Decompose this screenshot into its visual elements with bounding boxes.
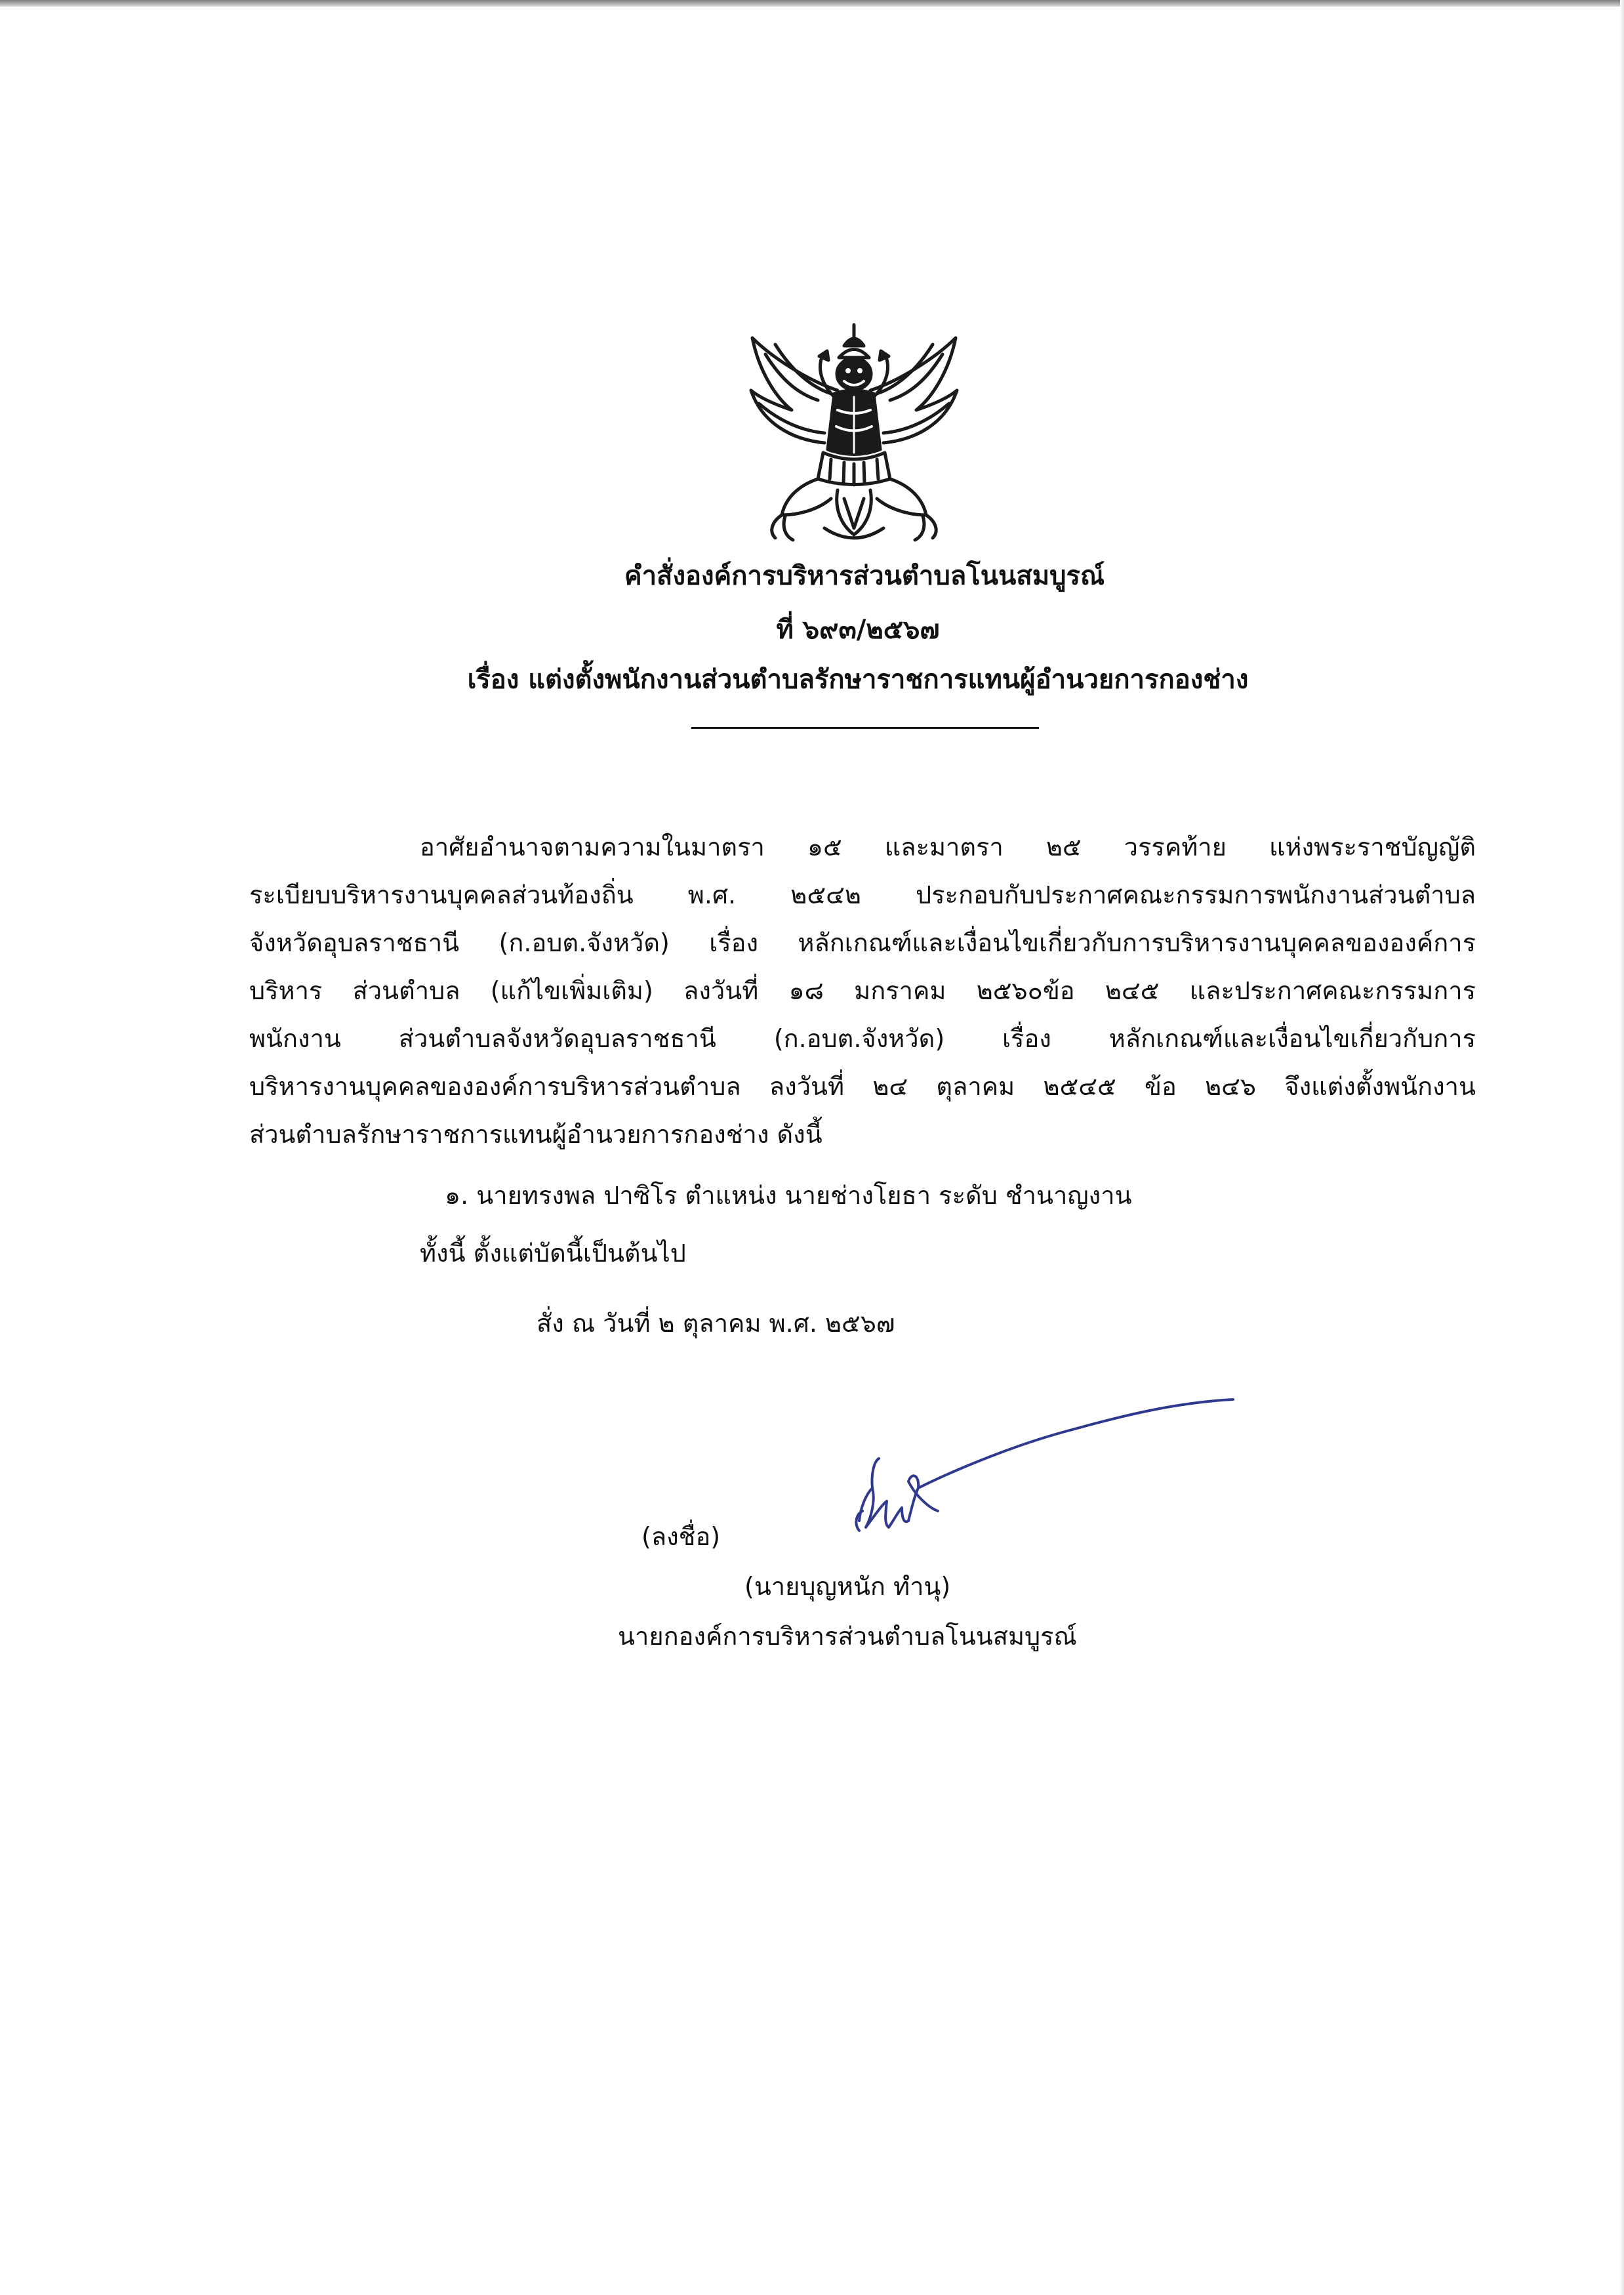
body-line: จังหวัดอุบลราชธานี (ก.อบต.จังหวัด) เรื่อง หลักเกณฑ์และเงื่อนไขเกี่ยวกับการบริหารงานบุคคลขององค์การ	[249, 928, 1476, 957]
scan-right-edge	[1620, 0, 1624, 2295]
body-line: ระเบียบบริหารงานบุคคลส่วนท้องถิ่น พ.ศ. ๒๕๔๒ ประกอบกับประกาศคณะกรรมการพนักงานส่วนตำบล	[249, 880, 1476, 909]
order-subject: เรื่อง แต่งตั้งพนักงานส่วนตำบลรักษาราชการแทนผู้อำนวยการกองช่าง	[467, 665, 1249, 695]
signed-label: (ลงชื่อ)	[641, 1522, 721, 1551]
signatory-name: (นายบุญหนัก ทำนุ)	[744, 1572, 951, 1601]
body-line: พนักงาน ส่วนตำบลจังหวัดอุบลราชธานี (ก.อบต.จังหวัด) เรื่อง หลักเกณฑ์และเงื่อนไขเกี่ยวกับการ	[249, 1024, 1476, 1053]
scan-top-edge	[0, 0, 1624, 7]
body-line: บริหารงานบุคคลขององค์การบริหารส่วนตำบล ลงวันที่ ๒๔ ตุลาคม ๒๕๔๕ ข้อ ๒๔๖ จึงแต่งตั้งพนักงาน	[249, 1072, 1476, 1101]
order-number: ที่ ๖๙๓/๒๕๖๗	[776, 615, 940, 645]
header-divider	[691, 727, 1039, 729]
appointee-item: ๑. นายทรงพล ปาซิโร ตำแหน่ง นายช่างโยธา ระดับ ชำนาญงาน	[445, 1181, 1132, 1210]
signatory-title: นายกองค์การบริหารส่วนตำบลโนนสมบูรณ์	[618, 1622, 1077, 1651]
garuda-emblem-icon	[746, 318, 962, 554]
handwritten-signature	[846, 1396, 1240, 1573]
order-date: สั่ง ณ วันที่ ๒ ตุลาคม พ.ศ. ๒๕๖๗	[537, 1309, 895, 1338]
body-line: ส่วนตำบลรักษาราชการแทนผู้อำนวยการกองช่าง ดังนี้	[249, 1120, 822, 1149]
body-line: อาศัยอำนาจตามความในมาตรา ๑๕ และมาตรา ๒๕ วรรคท้าย แห่งพระราชบัญญัติ	[420, 833, 1476, 861]
order-heading: คำสั่งองค์การบริหารส่วนตำบลโนนสมบูรณ์	[624, 561, 1105, 591]
body-line: บริหาร ส่วนตำบล (แก้ไขเพิ่มเติม) ลงวันที่ ๑๘ มกราคม ๒๕๖๐ข้อ ๒๔๕ และประกาศคณะกรรมการ	[249, 976, 1476, 1005]
effective-clause: ทั้งนี้ ตั้งแต่บัดนี้เป็นต้นไป	[420, 1239, 686, 1268]
